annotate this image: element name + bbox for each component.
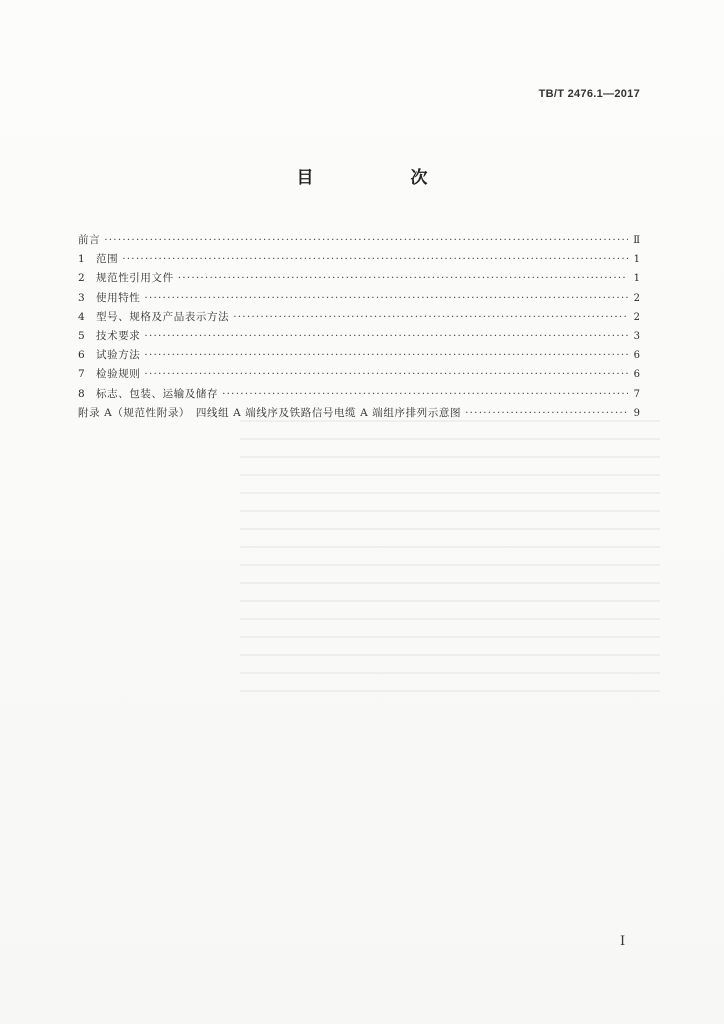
toc-leader-dots xyxy=(104,231,628,250)
toc-entry-page: 1 xyxy=(633,254,640,266)
page-number: Ⅰ xyxy=(620,934,626,949)
toc-entry-label: 前言 xyxy=(78,234,101,246)
toc-entry-technical-requirements[interactable] xyxy=(78,327,640,346)
toc-leader-dots xyxy=(465,404,628,423)
toc-entry-number: 8 xyxy=(78,387,85,400)
toc-entry-number: 6 xyxy=(78,349,85,362)
toc-leader-dots xyxy=(233,308,628,327)
toc-entry-number: 7 xyxy=(78,368,85,381)
toc-entry-label: 范围 xyxy=(96,253,119,266)
toc-entry-page: 1 xyxy=(633,273,640,285)
toc-entry-label: 附录 A（规范性附录） 四线组 A 端线序及铁路信号电缆 A 端组序排列示意图 xyxy=(78,406,462,419)
page-title: 目 次 xyxy=(296,168,468,188)
toc-leader-dots xyxy=(144,365,628,384)
toc-entry-number: 4 xyxy=(78,310,85,323)
toc-entry-normative-references[interactable] xyxy=(78,269,640,288)
toc-entry-page: 2 xyxy=(633,292,640,304)
toc-entry-model-spec[interactable] xyxy=(78,308,640,327)
toc-leader-dots xyxy=(144,327,628,346)
toc-entry-label: 技术要求 xyxy=(96,329,141,342)
standard-code: TB/T 2476.1—2017 xyxy=(538,88,640,100)
toc-entry-page: 6 xyxy=(633,369,640,381)
toc-entry-label: 检验规则 xyxy=(96,368,141,381)
toc-entry-inspection-rules[interactable] xyxy=(78,365,640,384)
toc-entry-label: 规范性引用文件 xyxy=(96,272,174,285)
toc-leader-dots xyxy=(144,346,628,365)
toc-entry-label: 使用特性 xyxy=(96,291,141,304)
toc-entry-number: 5 xyxy=(78,329,85,342)
toc-entry-annex-a[interactable] xyxy=(78,404,640,423)
toc-entry-label: 试验方法 xyxy=(96,349,141,362)
toc-entry-page: 9 xyxy=(633,407,640,419)
toc-entry-page: 2 xyxy=(633,311,640,323)
toc-entry-page: 6 xyxy=(633,350,640,362)
toc-entry-scope[interactable] xyxy=(78,250,640,269)
toc-entry-number: 3 xyxy=(78,291,85,304)
toc-entry-marking-packaging[interactable] xyxy=(78,385,640,404)
toc-entry-number: 1 xyxy=(78,253,85,266)
toc-entry-page: Ⅱ xyxy=(633,235,640,246)
toc-entry-number: 2 xyxy=(78,272,85,285)
toc-entry-test-methods[interactable] xyxy=(78,346,640,365)
toc-leader-dots xyxy=(122,250,628,269)
toc-entry-label: 标志、包装、运输及储存 xyxy=(96,387,219,400)
toc-entry-characteristics[interactable] xyxy=(78,289,640,308)
toc-leader-dots xyxy=(178,269,628,288)
toc-leader-dots xyxy=(222,385,628,404)
table-of-contents xyxy=(78,231,640,423)
toc-entry-page: 3 xyxy=(633,330,640,342)
toc-leader-dots xyxy=(144,289,628,308)
show-through-text xyxy=(240,420,660,720)
toc-entry-page: 7 xyxy=(633,388,640,400)
toc-entry-label: 型号、规格及产品表示方法 xyxy=(96,310,230,323)
toc-entry-foreword[interactable] xyxy=(78,231,640,250)
